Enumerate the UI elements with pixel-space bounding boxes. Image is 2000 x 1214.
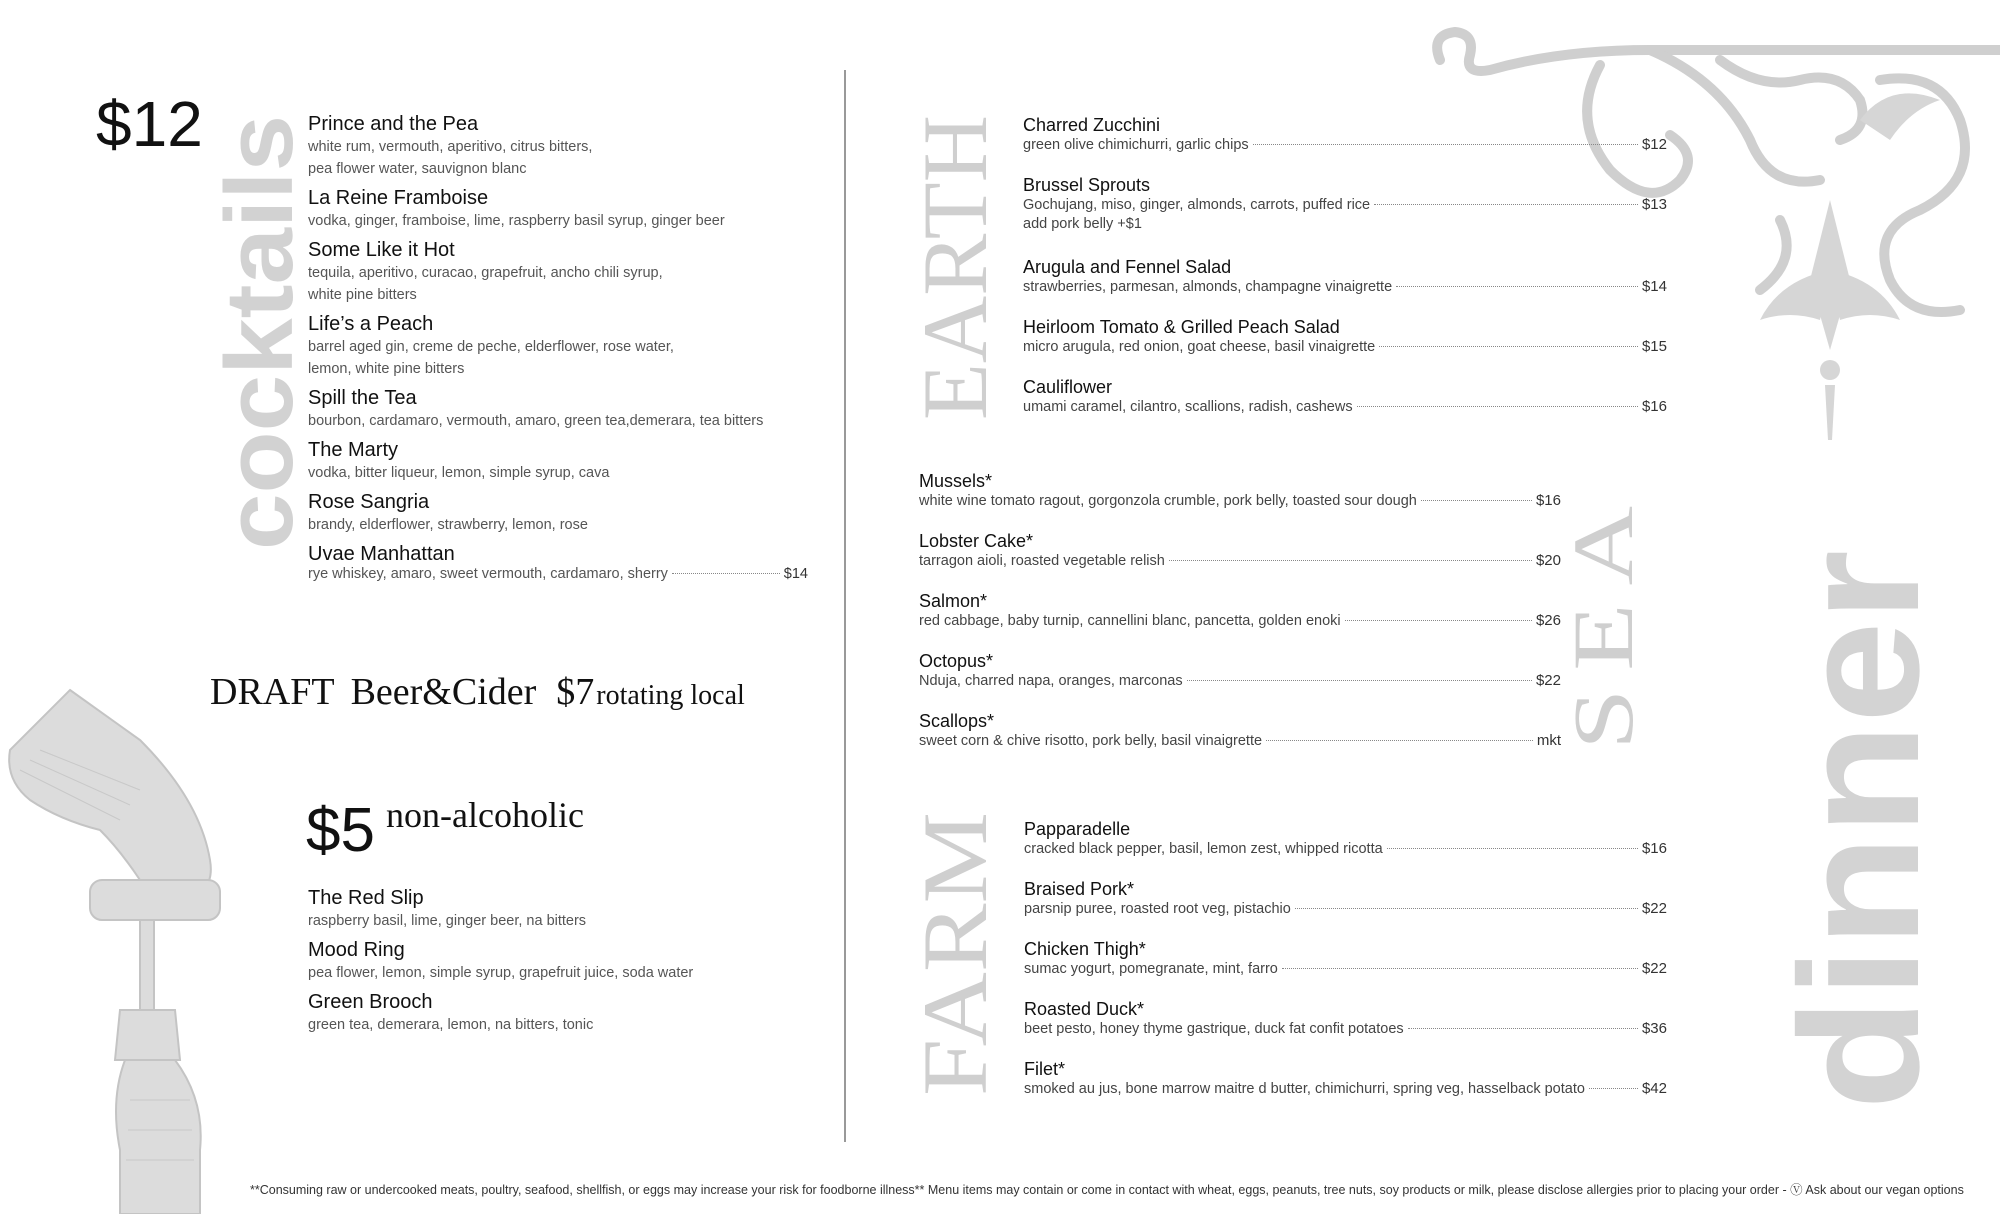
dish-description: Nduja, charred napa, oranges, marconas <box>919 673 1183 689</box>
dot-leader <box>1589 1088 1638 1089</box>
dish-description: beet pesto, honey thyme gastrique, duck fat confit potatoes <box>1024 1021 1404 1037</box>
farm-section <box>1024 818 1667 1118</box>
dot-leader <box>1169 560 1532 561</box>
dish-description: parsnip puree, roasted root veg, pistachio <box>1024 901 1291 917</box>
page-divider <box>844 70 846 1142</box>
draft-type: Beer&Cider <box>350 671 537 713</box>
list-item <box>308 238 808 306</box>
farm-heading-text: FARM <box>904 842 1006 1096</box>
menu-item <box>1023 174 1667 256</box>
allergen-disclaimer: **Consuming raw or undercooked meats, poultry, seafood, shellfish, or eggs may increase your risk for foodborne illness** Menu items may contain or come in contact with wheat, eggs, peanuts, tree nuts, soy products or milk, please disclose allergies prior to placing your order - Ⓥ Ask about our vegan options <box>250 1183 1964 1197</box>
list-item <box>308 542 808 582</box>
cocktails-price: $12 <box>96 88 203 160</box>
dish-description: tarragon aioli, roasted vegetable relish <box>919 553 1165 569</box>
farm-vertical-heading <box>904 808 1006 1098</box>
dish-price: $36 <box>1641 1020 1667 1037</box>
draft-price: $7 <box>556 671 595 713</box>
dish-price: $26 <box>1535 612 1561 629</box>
dot-leader <box>1408 1028 1638 1029</box>
earth-vertical-heading <box>904 112 1006 422</box>
draft-label: DRAFT <box>210 671 335 713</box>
dish-name: Salmon* <box>919 591 988 611</box>
dot-leader <box>1357 406 1638 407</box>
dish-addon: add pork belly +$1 <box>1023 216 1142 232</box>
dish-name: Mussels* <box>919 471 993 491</box>
list-item <box>308 490 808 536</box>
dish-name: Charred Zucchini <box>1023 115 1161 135</box>
sea-vertical-heading <box>1555 482 1651 752</box>
dish-description: Gochujang, miso, ginger, almonds, carrots, puffed rice <box>1023 197 1371 213</box>
list-item <box>308 938 808 984</box>
earth-section <box>1023 114 1667 436</box>
dish-price: $22 <box>1641 900 1667 917</box>
dish-description: micro arugula, red onion, goat cheese, basil vinaigrette <box>1023 339 1376 355</box>
list-item <box>308 312 808 380</box>
dot-leader <box>1187 680 1532 681</box>
dish-description: smoked au jus, bone marrow maitre d butter, chimichurri, spring veg, hasselback potato <box>1024 1081 1585 1097</box>
drink-description-cont: white pine bitters <box>308 287 417 303</box>
menu-item <box>1024 878 1667 938</box>
drink-description: barrel aged gin, creme de peche, elderflower, rose water, <box>308 339 674 355</box>
dot-leader <box>1266 740 1533 741</box>
drink-description: vodka, ginger, framboise, lime, raspberry basil syrup, ginger beer <box>308 213 725 229</box>
dot-leader <box>1374 204 1638 205</box>
non-alcoholic-heading: non-alcoholic <box>386 795 584 835</box>
dish-price: $22 <box>1535 672 1561 689</box>
dish-name: Arugula and Fennel Salad <box>1023 257 1232 277</box>
dish-name: Scallops* <box>919 711 995 731</box>
dot-leader <box>1387 848 1638 849</box>
drink-description-cont: lemon, white pine bitters <box>308 361 465 377</box>
menu-item <box>1024 938 1667 998</box>
menu-item <box>919 530 1561 590</box>
dot-leader <box>1282 968 1638 969</box>
drink-name: Prince and the Pea <box>308 113 479 135</box>
drink-description: tequila, aperitivo, curacao, grapefruit, ancho chili syrup, <box>308 265 663 281</box>
cocktail-list <box>308 112 808 588</box>
drink-description: green tea, demerara, lemon, na bitters, tonic <box>308 1017 594 1033</box>
non-alcoholic-price: $5 <box>306 796 375 865</box>
dish-description: strawberries, parmesan, almonds, champagne vinaigrette <box>1023 279 1393 295</box>
menu-item <box>919 650 1561 710</box>
dish-price: $16 <box>1535 492 1561 509</box>
drink-name: Green Brooch <box>308 991 433 1013</box>
menu-item <box>919 470 1561 530</box>
dish-price: $20 <box>1535 552 1561 569</box>
menu-item <box>1024 1058 1667 1118</box>
list-item <box>308 886 808 932</box>
sea-heading-text: SEA <box>1555 545 1651 750</box>
dot-leader <box>1345 620 1532 621</box>
dish-name: Roasted Duck* <box>1024 999 1145 1019</box>
dish-name: Filet* <box>1024 1059 1066 1079</box>
dinner-vertical-heading <box>1765 540 1955 1120</box>
dish-name: Octopus* <box>919 651 994 671</box>
draft-note: rotating local <box>596 680 745 711</box>
dish-description: umami caramel, cilantro, scallions, radish, cashews <box>1023 399 1353 415</box>
dish-description: sumac yogurt, pomegranate, mint, farro <box>1024 961 1278 977</box>
drink-name: Uvae Manhattan <box>308 543 455 565</box>
menu-item <box>1024 818 1667 878</box>
dish-price: $22 <box>1641 960 1667 977</box>
menu-item <box>1023 376 1667 436</box>
drink-name: Some Like it Hot <box>308 239 455 261</box>
dish-price: $12 <box>1641 136 1667 153</box>
dot-leader <box>1379 346 1638 347</box>
cocktails-vertical-heading <box>206 110 313 550</box>
dish-description: green olive chimichurri, garlic chips <box>1023 137 1249 153</box>
drink-description: raspberry basil, lime, ginger beer, na bitters <box>308 913 587 929</box>
list-item <box>308 112 808 180</box>
menu-item <box>1023 316 1667 376</box>
menu-item <box>919 590 1561 650</box>
dish-price: $15 <box>1641 338 1667 355</box>
dot-leader <box>672 573 780 574</box>
dish-description: sweet corn & chive risotto, pork belly, basil vinaigrette <box>919 733 1263 749</box>
dish-price: $16 <box>1641 840 1667 857</box>
dish-name: Brussel Sprouts <box>1023 175 1151 195</box>
list-item <box>308 386 808 432</box>
dish-price: $16 <box>1641 398 1667 415</box>
drink-description: pea flower, lemon, simple syrup, grapefruit juice, soda water <box>308 965 694 981</box>
dish-price: mkt <box>1536 732 1561 749</box>
dish-description: red cabbage, baby turnip, cannellini blanc, pancetta, golden enoki <box>919 613 1341 629</box>
menu-item <box>1024 998 1667 1058</box>
dish-name: Heirloom Tomato & Grilled Peach Salad <box>1023 317 1340 337</box>
cocktails-heading-text: cocktails <box>206 139 313 550</box>
drink-name: La Reine Framboise <box>308 187 489 209</box>
list-item <box>308 186 808 232</box>
dish-description: cracked black pepper, basil, lemon zest, whipped ricotta <box>1024 841 1383 857</box>
dish-name: Papparadelle <box>1024 819 1131 839</box>
drink-name: The Red Slip <box>308 887 424 909</box>
sea-section <box>919 470 1561 770</box>
drink-name: Rose Sangria <box>308 491 430 513</box>
dinner-heading-text: dinner <box>1765 590 1955 1110</box>
corkscrew-hand-illustration <box>0 680 260 1214</box>
dish-price: $13 <box>1641 196 1667 213</box>
earth-heading-text: EARTH <box>904 118 1006 420</box>
drink-description: brandy, elderflower, strawberry, lemon, rose <box>308 517 588 533</box>
drink-price: $14 <box>783 566 808 582</box>
drink-name: The Marty <box>308 439 399 461</box>
dish-name: Chicken Thigh* <box>1024 939 1146 959</box>
dot-leader <box>1421 500 1532 501</box>
dish-name: Braised Pork* <box>1024 879 1135 899</box>
draft-beer-line <box>210 670 745 714</box>
list-item <box>308 438 808 484</box>
dish-price: $14 <box>1641 278 1667 295</box>
dot-leader <box>1396 286 1638 287</box>
drink-description: white rum, vermouth, aperitivo, citrus bitters, <box>308 139 593 155</box>
drink-description: bourbon, cardamaro, vermouth, amaro, green tea,demerara, tea bitters <box>308 413 764 429</box>
dish-description: white wine tomato ragout, gorgonzola crumble, pork belly, toasted sour dough <box>919 493 1417 509</box>
drink-description-cont: pea flower water, sauvignon blanc <box>308 161 527 177</box>
dot-leader <box>1253 144 1638 145</box>
drink-name: Mood Ring <box>308 939 405 961</box>
dish-name: Lobster Cake* <box>919 531 1034 551</box>
menu-item <box>1023 256 1667 316</box>
drink-description: vodka, bitter liqueur, lemon, simple syrup, cava <box>308 465 610 481</box>
dot-leader <box>1295 908 1638 909</box>
drink-name: Life’s a Peach <box>308 313 434 335</box>
non-alcoholic-list <box>308 886 808 1042</box>
menu-item <box>919 710 1561 770</box>
dish-name: Cauliflower <box>1023 377 1113 397</box>
drink-name: Spill the Tea <box>308 387 417 409</box>
drink-description: rye whiskey, amaro, sweet vermouth, cardamaro, sherry <box>308 566 668 582</box>
menu-item <box>1023 114 1667 174</box>
dish-price: $42 <box>1641 1080 1667 1097</box>
list-item <box>308 990 808 1036</box>
